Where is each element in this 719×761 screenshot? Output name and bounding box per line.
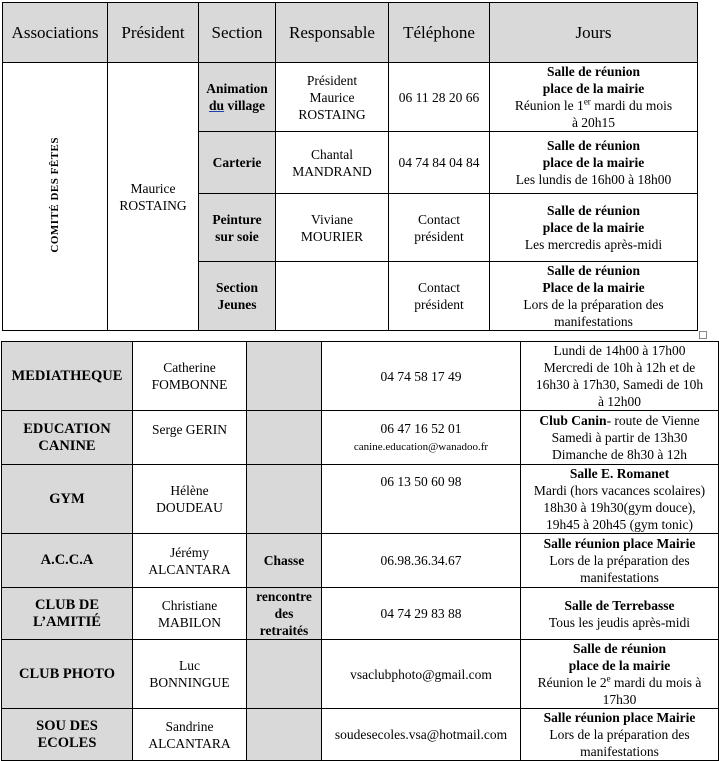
comite-president: Maurice ROSTAING (108, 63, 199, 331)
table-row (2, 588, 719, 640)
comite-name-cell (3, 63, 108, 331)
header-associations: Associations (3, 3, 108, 63)
president-cell: Sandrine ALCANTARA (133, 709, 247, 761)
jours-cell: Lundi de 14h00 à 17h00 Mercredi de 10h à 12h et de 16h30 à 17h30, Samedi de 10h à 12h00 (521, 342, 719, 411)
jours-cell: Club Canin- route de Vienne Samedi à partir de 13h30 Dimanche de 8h30 à 12h (521, 411, 719, 465)
table-row (2, 709, 719, 761)
association-name: GYM (2, 465, 133, 534)
jours-cell: Salle réunion place Mairie Lors de la préparation des manifestations (521, 709, 719, 761)
table-row (2, 465, 719, 534)
contact-cell: 06 13 50 60 98 (322, 465, 521, 534)
email-link[interactable]: canine.education@wanadoo.fr (353, 440, 489, 453)
responsable-cell: Président Maurice ROSTAING (276, 63, 389, 132)
association-name: EDUCATION CANINE (2, 411, 133, 465)
president-cell: Jérémy ALCANTARA (133, 534, 247, 588)
section-cell (247, 411, 322, 465)
jours-cell: Salle de Terrebasse Tous les jeudis après-midi (521, 588, 719, 640)
association-name: CLUB DE L’AMITIÉ (2, 588, 133, 640)
president-cell: Christiane MABILON (133, 588, 247, 640)
responsable-cell: Chantal MANDRAND (276, 132, 389, 194)
jours-cell: Salle de réunion place de la mairie Les lundis de 16h00 à 18h00 (490, 132, 698, 194)
table-row (2, 411, 719, 465)
association-name: SOU DES ECOLES (2, 709, 133, 761)
jours-cell: Salle de réunion place de la mairie Réunion le 1er mardi du mois à 20h15 (490, 63, 698, 132)
table-row (2, 534, 719, 588)
jours-cell: Salle de réunion place de la mairie Les mercredis après-midi (490, 194, 698, 262)
header-section: Section (199, 3, 276, 63)
contact-cell[interactable]: vsaclubphoto@gmail.com (322, 640, 521, 709)
associations-table (1, 341, 719, 761)
section-cell: Animation du village (199, 63, 276, 132)
table-row (2, 342, 719, 411)
section-cell: Peinture sur soie (199, 194, 276, 262)
association-name: MEDIATHEQUE (2, 342, 133, 411)
header-president: Président (108, 3, 199, 63)
section-cell: Carterie (199, 132, 276, 194)
section-cell: Section Jeunes (199, 262, 276, 331)
comite-name: COMITÉ DES FÊTES (48, 136, 61, 253)
contact-cell[interactable]: soudesecoles.vsa@hotmail.com (322, 709, 521, 761)
telephone-cell: Contact président (389, 262, 490, 331)
comite-table (2, 2, 698, 331)
association-name: CLUB PHOTO (2, 640, 133, 709)
header-telephone: Téléphone (389, 3, 490, 63)
table-row (3, 63, 698, 132)
section-cell (247, 640, 322, 709)
telephone-cell: Contact président (389, 194, 490, 262)
contact-cell: 04 74 58 17 49 (322, 342, 521, 411)
jours-cell: Salle de réunion place de la mairie Réunion le 2e mardi du mois à 17h30 (521, 640, 719, 709)
table-row (2, 640, 719, 709)
telephone-cell: 06 11 28 20 66 (389, 63, 490, 132)
section-cell: Chasse (247, 534, 322, 588)
president-cell: Hélène DOUDEAU (133, 465, 247, 534)
header-jours: Jours (490, 3, 698, 63)
jours-cell: Salle E. Romanet Mardi (hors vacances scolaires) 18h30 à 19h30(gym douce), 19h45 à 20h45 (gym tonic) (521, 465, 719, 534)
table-resize-handle[interactable] (699, 331, 707, 339)
responsable-cell: Viviane MOURIER (276, 194, 389, 262)
jours-cell: Salle réunion place Mairie Lors de la préparation des manifestations (521, 534, 719, 588)
president-cell: Catherine FOMBONNE (133, 342, 247, 411)
contact-cell: 06 47 16 52 01 canine.education@wanadoo.fr (322, 411, 521, 465)
president-cell: Luc BONNINGUE (133, 640, 247, 709)
section-cell: rencontre des retraités (247, 588, 322, 640)
section-cell (247, 709, 322, 761)
contact-cell: 06.98.36.34.67 (322, 534, 521, 588)
header-responsable: Responsable (276, 3, 389, 63)
contact-cell: 04 74 29 83 88 (322, 588, 521, 640)
section-cell (247, 342, 322, 411)
telephone-cell: 04 74 84 04 84 (389, 132, 490, 194)
association-name: A.C.C.A (2, 534, 133, 588)
jours-cell: Salle de réunion Place de la mairie Lors de la préparation des manifestations (490, 262, 698, 331)
president-cell: Serge GERIN (133, 411, 247, 465)
header-row (3, 3, 698, 63)
responsable-cell (276, 262, 389, 331)
section-cell (247, 465, 322, 534)
